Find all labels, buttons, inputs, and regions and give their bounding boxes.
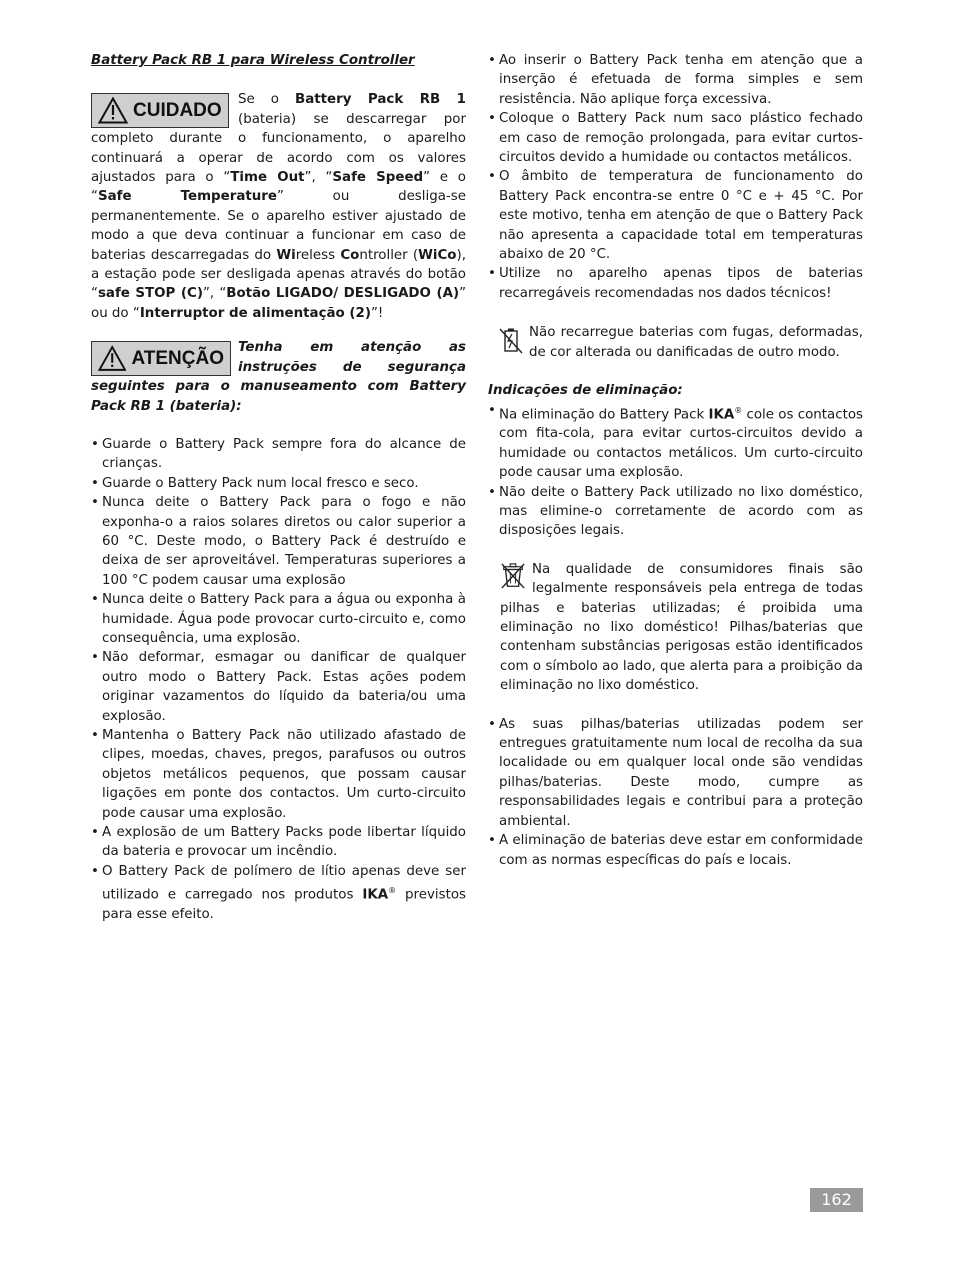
list-item: • Nunca deite o Battery Pack para o fogo e não exponha-o a raios solares diretos ou calor superior a 60 °C. Deste modo, o Battery Pack é destruído e deixa de ser aproveitável. Temperaturas superiores a 100 °C podem causar uma explosão [91, 495, 466, 588]
disposal-heading: Indicações de eliminação: [488, 383, 683, 399]
list-item: • Guarde o Battery Pack sempre fora do alcance de crianças. [91, 436, 466, 472]
list-item: • Nunca deite o Battery Pack para a água ou exponha à humidade. Água pode provocar curto-circuito e, como consequência, uma explosão. [91, 592, 466, 646]
page-number: 162 [810, 1188, 863, 1212]
crossed-out-bin-icon [500, 561, 526, 591]
list-item: • Ao inserir o Battery Pack tenha em atenção que a inserção é efetuada de forma simples e sem resistência. Não aplique força excessiva. [488, 53, 863, 107]
list-item: • A explosão de um Battery Packs pode libertar líquido da bateria e provocar um incêndio. [91, 825, 466, 860]
list-item: • As suas pilhas/baterias utilizadas podem ser entregues gratuitamente num local de recolha da sua localidade ou em qualquer local onde são vendidas pilhas/baterias. Deste modo, cumpre as responsabilidades legais e contribui para a proteção ambiental. [488, 716, 863, 829]
attention-text: Tenha em atenção as instruções de segurança seguintes para o manuseamento com Battery Pack RB 1 (bateria): [91, 340, 466, 414]
list-item: • A eliminação de baterias deve estar em conformidade com as normas específicas do país e locais. [488, 833, 863, 868]
list-item: • Coloque o Battery Pack num saco plástico fechado em caso de remoção prolongada, para evitar curtos-circuitos devido a humidade ou contactos metálicos. [488, 111, 863, 166]
return-bullet-list [488, 715, 863, 870]
no-recharge-text: Não recarregue baterias com fugas, deformadas, de cor alterada ou danificadas de outro modo. [529, 325, 863, 360]
list-item: • O Battery Pack de polímero de lítio apenas deve ser utilizado e carregado nos produtos IKA® previstos para esse efeito. [91, 863, 466, 923]
warning-triangle-icon [98, 97, 128, 124]
attention-label: ATENÇÃO [131, 348, 224, 370]
list-item: • Na eliminação do Battery Pack IKA® cole os contactos com fita-cola, para evitar curtos-circuitos devido a humidade ou contactos metálicos. Um curto-circuito pode causar uma explosão. [488, 402, 863, 481]
bin-note-text: Na qualidade de consumidores finais são legalmente responsáveis pela entrega de todas pilhas e baterias utilizadas; é proibida uma eliminação no lixo doméstico! Pilhas/baterias que contenham substâncias perigosas estão identificados com o símbolo ao lado, que alerta para a proibição da eliminação no lixo doméstico. [500, 561, 863, 694]
left-column [91, 51, 466, 925]
handling-bullet-list [488, 51, 863, 303]
safety-bullet-list [91, 435, 466, 925]
no-recharge-battery-icon [498, 325, 524, 355]
right-column [488, 51, 863, 870]
section-heading: Battery Pack RB 1 para Wireless Controller [91, 53, 415, 68]
list-item: • Mantenha o Battery Pack não utilizado afastado de clipes, moedas, chaves, pregos, parafusos ou outros objetos metálicos pequenos, que possam causar ligações em ponte dos contactos. Um curto-circuito pode causar uma explosão. [91, 728, 466, 821]
no-recharge-note [488, 323, 863, 362]
list-item: • Não deite o Battery Pack utilizado no lixo doméstico, mas elimine-o corretamente de acordo com as disposições legais. [488, 484, 863, 539]
bin-note [488, 560, 863, 696]
attention-label-box [91, 341, 231, 376]
list-item: • Guarde o Battery Pack num local fresco e seco. [91, 475, 419, 491]
list-item: • Não deformar, esmagar ou danificar de qualquer outro modo o Battery Pack. Estas ações podem originar vazamentos do líquido da bateria/ou uma explosão. [91, 650, 466, 724]
disposal-bullet-list [488, 401, 863, 541]
caution-text: Se o Battery Pack RB 1 (bateria) se descarregar por completo durante o funcionamento, o aparelho continuará a operar de acordo com os valores ajustados para o “Time Out”, “Safe Speed” e o “Safe Temperature” ou desliga-se permanentemente. Se o aparelho estiver ajustado de modo a que deva continuar a funcionar em caso de baterias descarregadas do Wireless Controller (WiCo), a estação pode ser desligada apenas através do botão “safe STOP (C)”, “Botão LIGADO/ DESLIGADO (A)” ou do “Interruptor de alimentação (2)”! [91, 92, 467, 321]
caution-label-box [91, 93, 229, 128]
caution-label: CUIDADO [133, 100, 222, 122]
list-item: • Utilize no aparelho apenas tipos de baterias recarregáveis recomendadas nos dados técnicos! [488, 266, 863, 301]
list-item: • O âmbito de temperatura de funcionamento do Battery Pack encontra-se entre 0 °C e + 45 °C. Por este motivo, tenha em atenção de que o Battery Pack não apresenta a capacidade total em temperaturas abaixo de 20 °C. [488, 169, 863, 263]
warning-triangle-icon [98, 345, 126, 372]
